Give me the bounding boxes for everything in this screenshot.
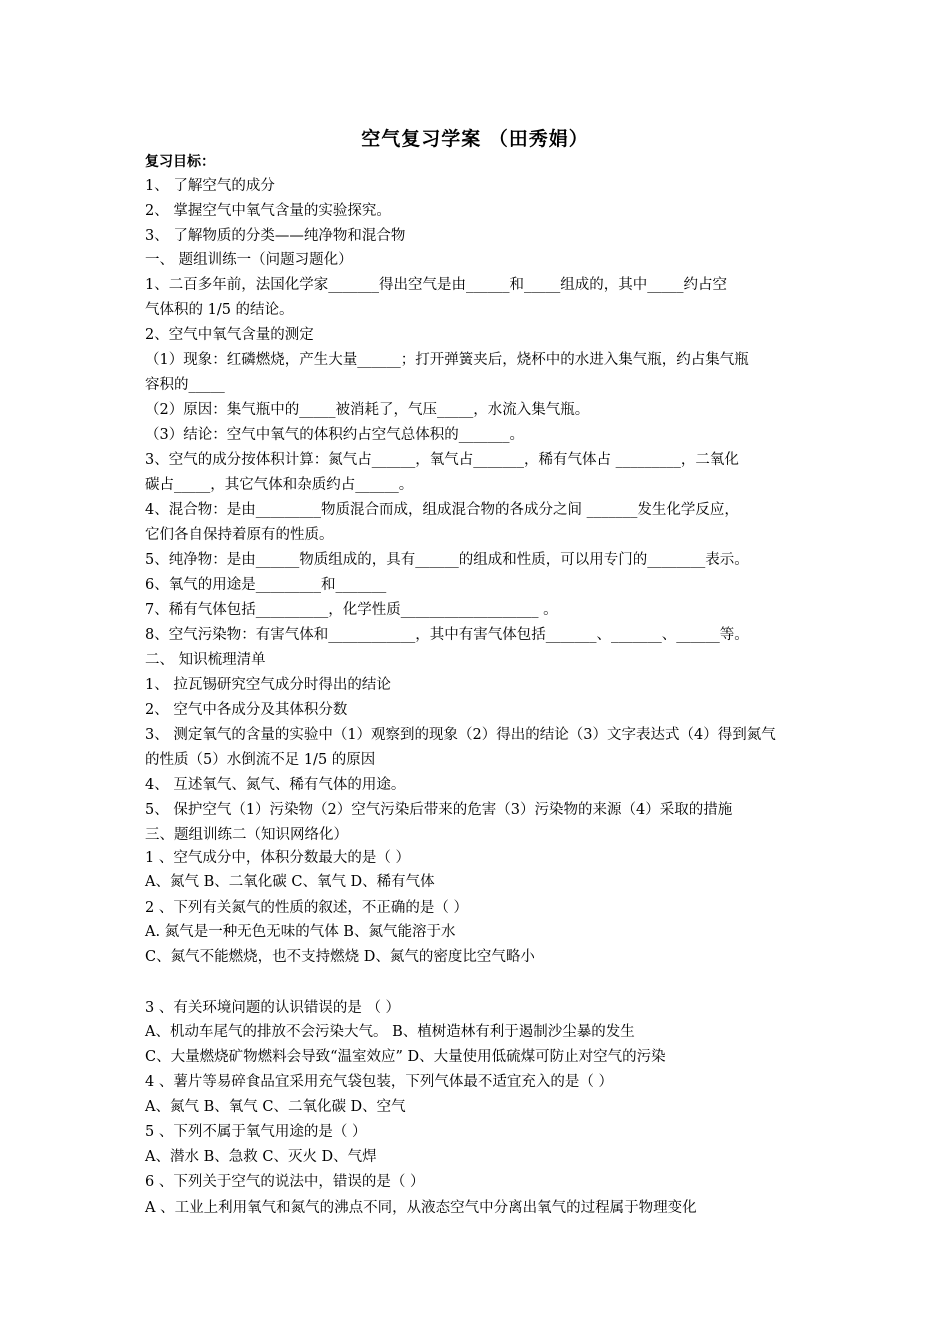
text-line: 2、空气中氧气含量的测定 — [145, 327, 314, 343]
text-line: A、氮气 B、氧气 C、二氧化碳 D、空气 — [145, 1099, 406, 1115]
text-line: 1、 拉瓦锡研究空气成分时得出的结论 — [145, 677, 391, 693]
text-line: 7、稀有气体包括__________，化学性质___________________ 。 — [145, 602, 558, 618]
text-line: 2 、下列有关氮气的性质的叙述，不正确的是（ ） — [145, 900, 468, 916]
text-line: C、氮气不能燃烧，也不支持燃烧 D、氮气的密度比空气略小 — [145, 949, 535, 965]
text-line: 一、 题组训练一（问题习题化） — [145, 252, 353, 268]
text-line: 1、 了解空气的成分 — [145, 178, 275, 194]
text-line: 容积的_____ — [145, 377, 225, 393]
text-line: 5、 保护空气（1）污染物（2）空气污染后带来的危害（3）污染物的来源（4）采取的措施 — [145, 802, 733, 818]
text-line: 3 、有关环境问题的认识错误的是 （ ） — [145, 1000, 401, 1016]
document-title: 空气复习学案 （田秀娟） — [361, 128, 589, 150]
text-line: A、氮气 B、二氧化碳 C、氧气 D、稀有气体 — [145, 874, 435, 890]
text-line: （3）结论：空气中氧气的体积约占空气总体积的_______。 — [145, 427, 524, 443]
text-line: 它们各自保持着原有的性质。 — [145, 527, 334, 543]
text-line: 4、 互述氧气、氮气、稀有气体的用途。 — [145, 777, 406, 793]
text-line: A、潜水 B、急救 C、灭火 D、气焊 — [145, 1149, 377, 1165]
text-line: 5 、下列不属于氧气用途的是（ ） — [145, 1124, 367, 1140]
section-heading: 复习目标： — [145, 154, 215, 170]
text-line: 4 、薯片等易碎食品宜采用充气袋包装，下列气体最不适宜充入的是（ ） — [145, 1074, 613, 1090]
text-line: 3、 测定氧气的含量的实验中（1）观察到的现象（2）得出的结论（3）文字表达式（4）得到氮气 — [145, 727, 776, 743]
text-line: 8、空气污染物：有害气体和____________，其中有害气体包括_______、_______、______等。 — [145, 627, 749, 643]
text-line: 的性质（5）水倒流不足 1/5 的原因 — [145, 752, 376, 768]
text-line: A. 氮气是一种无色无味的气体 B、氮气能溶于水 — [145, 924, 456, 940]
text-line: 三、题组训练二（知识网络化） — [145, 827, 348, 843]
text-line: 气体积的 1/5 的结论。 — [145, 302, 294, 318]
text-line: （1）现象：红磷燃烧，产生大量______；打开弹簧夹后，烧杯中的水进入集气瓶，约占集气瓶 — [145, 352, 749, 368]
text-line: 二、 知识梳理清单 — [145, 652, 266, 668]
text-line: 5、纯净物：是由______物质组成的，具有______的组成和性质，可以用专门的________表示。 — [145, 552, 749, 568]
text-line: A 、工业上利用氧气和氮气的沸点不同，从液态空气中分离出氧气的过程属于物理变化 — [145, 1200, 697, 1216]
text-line: C、大量燃烧矿物燃料会导致“温室效应” D、大量使用低硫煤可防止对空气的污染 — [145, 1049, 666, 1065]
text-line: 碳占_____，其它气体和杂质约占______。 — [145, 477, 414, 493]
text-line: 6 、下列关于空气的说法中，错误的是（ ） — [145, 1174, 425, 1190]
text-line: 3、 了解物质的分类——纯净物和混合物 — [145, 228, 406, 244]
text-line: 4、混合物：是由_________物质混合而成，组成混合物的各成分之间 _______发生化学反应， — [145, 502, 739, 518]
text-line: 3、空气的成分按体积计算：氮气占______，氧气占_______，稀有气体占 _________，二氧化 — [145, 452, 739, 468]
text-line: （2）原因：集气瓶中的_____被消耗了，气压_____，水流入集气瓶。 — [145, 402, 590, 418]
text-line: 2、 空气中各成分及其体积分数 — [145, 702, 348, 718]
text-line: 6、氧气的用途是_________和_______ — [145, 577, 387, 593]
text-line: 1、二百多年前，法国化学家_______得出空气是由______和_____组成的，其中_____约占空 — [145, 277, 727, 293]
text-line: 2、 掌握空气中氧气含量的实验探究。 — [145, 203, 391, 219]
text-line: A、机动车尾气的排放不会污染大气。 B、植树造林有利于遏制沙尘暴的发生 — [145, 1024, 635, 1040]
text-line: 1 、空气成分中，体积分数最大的是（ ） — [145, 850, 410, 866]
